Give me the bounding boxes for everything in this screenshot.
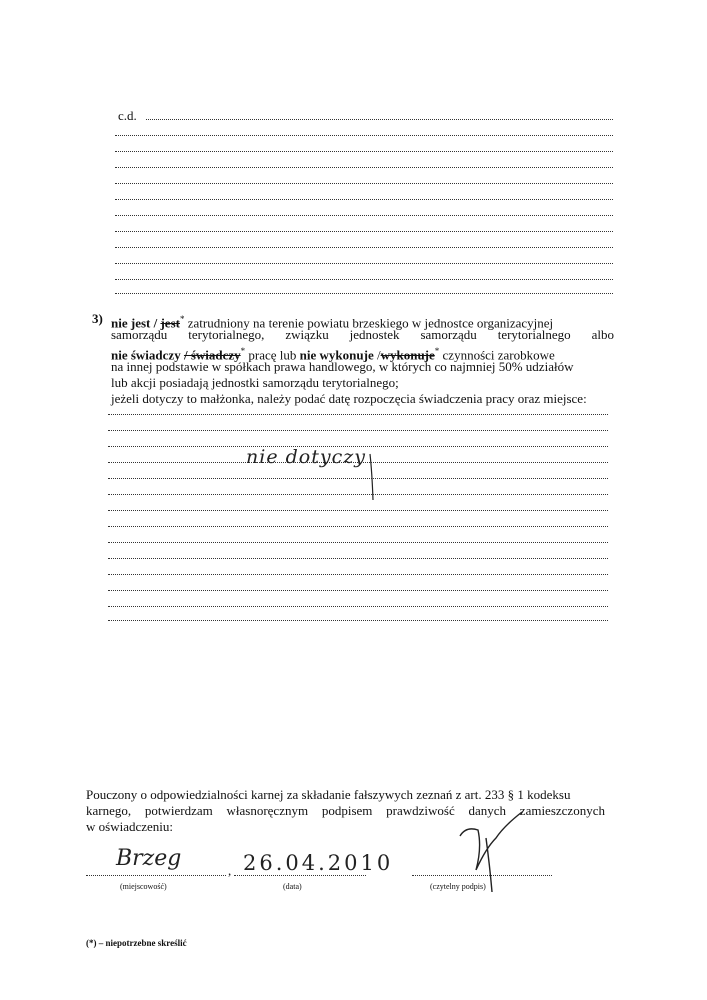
dotted-line[interactable] (115, 151, 613, 152)
word: karnego, (86, 803, 132, 818)
dotted-line[interactable] (115, 231, 613, 232)
asterisk: * (179, 314, 185, 324)
dotted-line[interactable] (115, 215, 613, 216)
asterisk: * (240, 346, 246, 356)
place-field[interactable] (86, 875, 226, 876)
option-provide-struck: / świadczy (183, 347, 241, 363)
dotted-line[interactable] (108, 606, 608, 607)
dotted-line[interactable] (108, 430, 608, 431)
dotted-line[interactable] (146, 119, 613, 120)
section3-line2 (111, 327, 614, 343)
word: albo (591, 327, 614, 342)
option-not-perform: nie wykonuje (299, 347, 374, 363)
declaration-line3: w oświadczeniu: (86, 819, 174, 834)
section-number: 3) (92, 311, 103, 326)
dotted-line[interactable] (108, 558, 608, 559)
section3-line5: lub akcji posiadają jednostki samorządu terytorialnego; (111, 375, 399, 390)
place-label: (miejscowość) (120, 882, 167, 891)
dotted-line[interactable] (108, 478, 608, 479)
word: zamieszczonych (519, 803, 605, 818)
section3-text: zatrudniony na terenie powiatu brzeskiego w jednostce organizacyjnej (187, 315, 554, 331)
signature-icon (446, 808, 526, 894)
dotted-line[interactable] (115, 247, 613, 248)
word: samorządu (420, 327, 477, 342)
dotted-line[interactable] (108, 526, 608, 527)
dotted-line[interactable] (108, 510, 608, 511)
dotted-line[interactable] (108, 590, 608, 591)
footnote: (*) – niepotrzebne skreślić (86, 938, 187, 948)
word: samorządu (111, 327, 168, 342)
word: podpisem (321, 803, 373, 818)
dotted-line[interactable] (115, 293, 613, 294)
dotted-line[interactable] (108, 620, 608, 621)
dotted-line[interactable] (108, 494, 608, 495)
slash: / (376, 347, 381, 363)
asterisk: * (434, 346, 440, 356)
section3-line4: na innej podstawie w spółkach prawa handlowego, w których co najmniej 50% udziałów (111, 359, 574, 374)
word: terytorialnego (497, 327, 571, 342)
word: związku (285, 327, 329, 342)
handwritten-answer: nie dotyczy (246, 446, 366, 468)
dotted-line[interactable] (108, 574, 608, 575)
continuation-label: c.d. (118, 108, 137, 123)
handwriting-stroke-icon (366, 452, 378, 504)
declaration-line1: Pouczony o odpowiedzialności karnej za składanie fałszywych zeznań z art. 233 § 1 kodeksu (86, 787, 571, 802)
dotted-line[interactable] (115, 263, 613, 264)
word: danych (468, 803, 507, 818)
word: terytorialnego, (188, 327, 265, 342)
comma: , (228, 863, 232, 878)
section3-text: czynności zarobkowe (442, 347, 555, 363)
dotted-line[interactable] (115, 183, 613, 184)
option-not-provide: nie świadczy (111, 347, 181, 363)
word: potwierdzam (144, 803, 213, 818)
dotted-line[interactable] (115, 135, 613, 136)
word: jednostek (349, 327, 400, 342)
option-not-employed: nie jest / (111, 315, 158, 331)
dotted-line[interactable] (115, 279, 613, 280)
section3-text: pracę lub (248, 347, 297, 363)
option-employed-struck: jest (160, 315, 180, 331)
dotted-line[interactable] (115, 167, 613, 168)
place-handwritten: Brzeg (116, 846, 182, 871)
date-field[interactable] (234, 875, 366, 876)
word: prawdziwość (386, 803, 455, 818)
option-perform-struck: wykonuje (380, 347, 435, 363)
dotted-line[interactable] (108, 414, 608, 415)
word: własnoręcznym (226, 803, 309, 818)
date-label: (data) (283, 882, 302, 891)
section3-line6: jeżeli dotyczy to małżonka, należy podać datę rozpoczęcia świadczenia pracy oraz miejsce: (111, 391, 587, 406)
dotted-line[interactable] (108, 542, 608, 543)
date-handwritten: 26.04.2010 (243, 851, 394, 875)
declaration-line2 (86, 803, 605, 819)
signature-label: (czytelny podpis) (430, 882, 486, 891)
dotted-line[interactable] (115, 199, 613, 200)
